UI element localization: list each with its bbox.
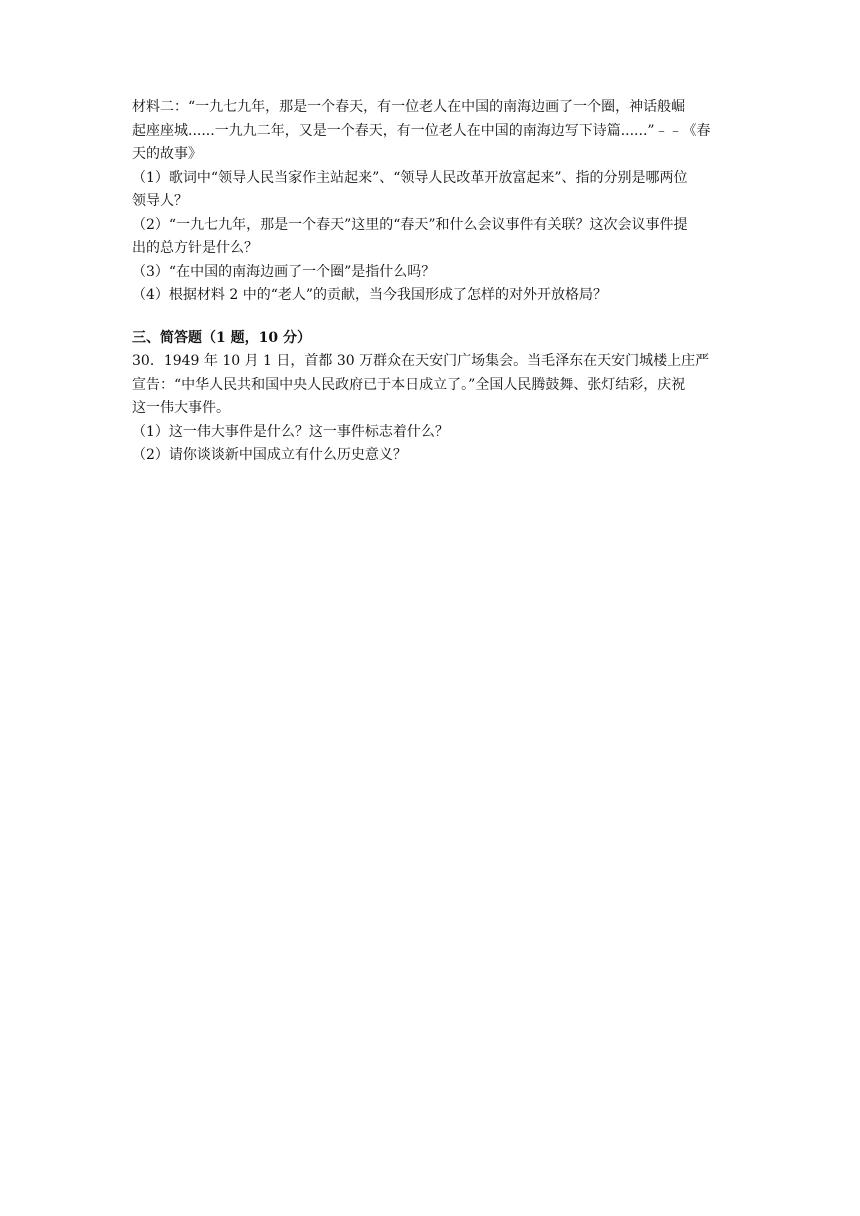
question-4-line: （4）根据材料 2 中的“老人”的贡献，当今我国形成了怎样的对外开放格局？	[132, 287, 608, 303]
material-2-line: 起座座城......一九九二年，又是一个春天，有一位老人在中国的南海边写下诗篇......”﹣﹣《春	[132, 122, 711, 139]
question-30	[132, 350, 732, 421]
subquestion-1: （1）这一伟大事件是什么？这一事件标志着什么？	[132, 423, 449, 440]
question-30-subquestions	[132, 421, 732, 468]
question-30-line: 这一伟大事件。	[132, 400, 230, 416]
question-2	[132, 214, 732, 261]
question-30-line: 30．1949 年 10 月 1 日，首都 30 万群众在天安门广场集会。当毛泽东在天安门城楼上庄严	[132, 353, 710, 369]
material-2-line: 材料二：“一九七九年，那是一个春天，有一位老人在中国的南海边画了一个圈，神话般崛	[132, 99, 686, 115]
document-page	[132, 96, 732, 468]
question-2-line: （2）“一九七九年，那是一个春天”这里的“春天”和什么会议事件有关联？这次会议事件提	[132, 216, 688, 233]
question-30-line: 宣告：“中华人民共和国中央人民政府已于本日成立了。”全国人民腾鼓舞、张灯结彩，庆祝	[132, 376, 686, 393]
section-3-heading: 三、简答题（1 题，10 分）	[132, 329, 311, 346]
question-1	[132, 167, 732, 214]
question-1-line: 领导人？	[132, 193, 188, 209]
question-3-line: （3）“在中国的南海边画了一个圈”是指什么吗？	[132, 263, 436, 280]
question-4	[132, 284, 732, 308]
section-spacer	[132, 308, 732, 327]
material-2-passage	[132, 96, 732, 167]
question-1-line: （1）歌词中“领导人民当家作主站起来”、“领导人民改革开放富起来”、指的分别是哪两位	[132, 169, 688, 186]
question-3	[132, 261, 732, 285]
material-2-line: 天的故事》	[132, 146, 202, 162]
question-2-line: 出的总方针是什么？	[132, 240, 258, 256]
subquestion-2: （2）请你谈谈新中国成立有什么历史意义？	[132, 447, 407, 463]
